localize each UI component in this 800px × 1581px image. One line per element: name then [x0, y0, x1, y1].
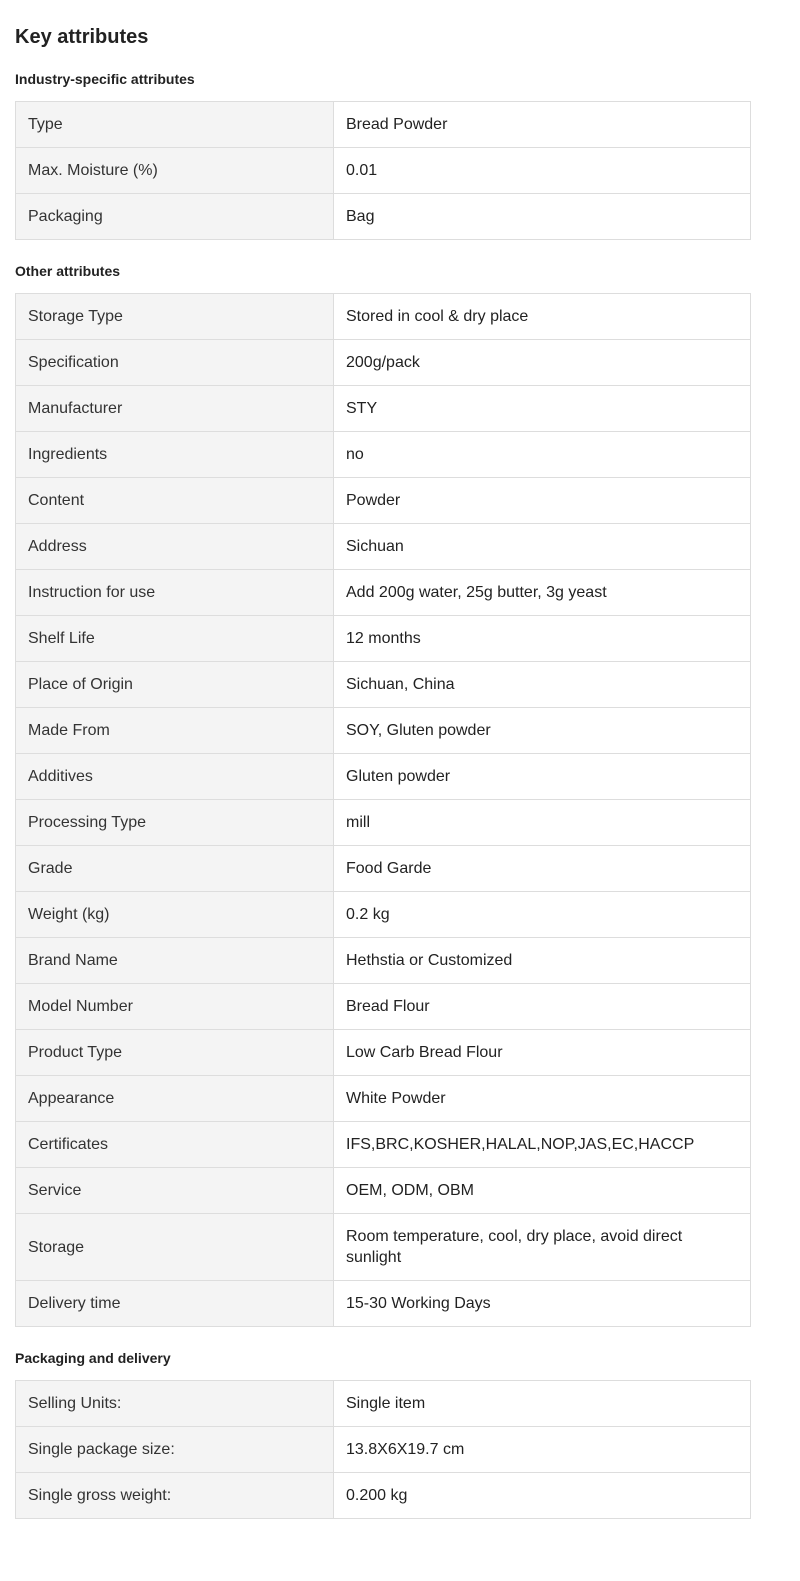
attribute-value: IFS,BRC,KOSHER,HALAL,NOP,JAS,EC,HACCP — [334, 1122, 751, 1168]
attribute-value: Low Carb Bread Flour — [334, 1030, 751, 1076]
attribute-label: Brand Name — [16, 938, 334, 984]
attribute-row — [16, 294, 751, 340]
attribute-row — [16, 102, 751, 148]
section-title-other: Other attributes — [15, 263, 121, 279]
attribute-value: 0.01 — [334, 148, 751, 194]
attribute-value: SOY, Gluten powder — [334, 708, 751, 754]
attribute-label: Weight (kg) — [16, 892, 334, 938]
attribute-row — [16, 478, 751, 524]
attribute-label: Address — [16, 524, 334, 570]
attribute-label: Appearance — [16, 1076, 334, 1122]
page-title: Key attributes — [15, 26, 149, 48]
attribute-value: Gluten powder — [334, 754, 751, 800]
attribute-row — [16, 148, 751, 194]
attribute-row — [16, 1427, 751, 1473]
attribute-label: Product Type — [16, 1030, 334, 1076]
attribute-label: Single package size: — [16, 1427, 334, 1473]
attribute-row — [16, 800, 751, 846]
attribute-label: Place of Origin — [16, 662, 334, 708]
attribute-label: Max. Moisture (%) — [16, 148, 334, 194]
attribute-row — [16, 1214, 751, 1281]
attribute-label: Certificates — [16, 1122, 334, 1168]
attribute-row — [16, 892, 751, 938]
attribute-value: Single item — [334, 1381, 751, 1427]
attribute-label: Model Number — [16, 984, 334, 1030]
other-attributes-table — [15, 293, 751, 1327]
attribute-value: 12 months — [334, 616, 751, 662]
attribute-value: 13.8X6X19.7 cm — [334, 1427, 751, 1473]
attribute-label: Packaging — [16, 194, 334, 240]
industry-attributes-table — [15, 101, 751, 240]
attribute-label: Specification — [16, 340, 334, 386]
attribute-value: White Powder — [334, 1076, 751, 1122]
attribute-row — [16, 1122, 751, 1168]
attribute-value: 15-30 Working Days — [334, 1281, 751, 1327]
attribute-row — [16, 662, 751, 708]
attribute-value: Add 200g water, 25g butter, 3g yeast — [334, 570, 751, 616]
attribute-label: Service — [16, 1168, 334, 1214]
attribute-value: Powder — [334, 478, 751, 524]
attribute-row — [16, 846, 751, 892]
attribute-value: 200g/pack — [334, 340, 751, 386]
attribute-value: Sichuan — [334, 524, 751, 570]
attribute-row — [16, 432, 751, 478]
attribute-value: Hethstia or Customized — [334, 938, 751, 984]
attribute-value: no — [334, 432, 751, 478]
attribute-label: Manufacturer — [16, 386, 334, 432]
section-title-packaging-delivery: Packaging and delivery — [15, 1350, 171, 1366]
attribute-value: Room temperature, cool, dry place, avoid direct sunlight — [334, 1214, 751, 1281]
attribute-value: 0.200 kg — [334, 1473, 751, 1519]
attribute-value: Bread Powder — [334, 102, 751, 148]
attribute-value: OEM, ODM, OBM — [334, 1168, 751, 1214]
attribute-label: Grade — [16, 846, 334, 892]
attribute-label: Content — [16, 478, 334, 524]
attribute-row — [16, 754, 751, 800]
attribute-label: Made From — [16, 708, 334, 754]
attribute-row — [16, 524, 751, 570]
attribute-label: Storage — [16, 1214, 334, 1281]
attribute-row — [16, 1076, 751, 1122]
attribute-row — [16, 984, 751, 1030]
attribute-row — [16, 1381, 751, 1427]
packaging-delivery-table — [15, 1380, 751, 1519]
attribute-label: Instruction for use — [16, 570, 334, 616]
attribute-row — [16, 1030, 751, 1076]
attribute-label: Selling Units: — [16, 1381, 334, 1427]
attribute-value: Stored in cool & dry place — [334, 294, 751, 340]
attribute-value: 0.2 kg — [334, 892, 751, 938]
attribute-value: Bread Flour — [334, 984, 751, 1030]
attribute-row — [16, 386, 751, 432]
attribute-value: Bag — [334, 194, 751, 240]
attribute-row — [16, 708, 751, 754]
attribute-row — [16, 570, 751, 616]
attribute-label: Additives — [16, 754, 334, 800]
attribute-row — [16, 194, 751, 240]
section-title-industry-specific: Industry-specific attributes — [15, 71, 195, 87]
attribute-row — [16, 1168, 751, 1214]
attribute-label: Shelf Life — [16, 616, 334, 662]
attribute-row — [16, 1281, 751, 1327]
attribute-row — [16, 938, 751, 984]
attribute-row — [16, 616, 751, 662]
attribute-label: Processing Type — [16, 800, 334, 846]
attribute-label: Ingredients — [16, 432, 334, 478]
attribute-label: Storage Type — [16, 294, 334, 340]
attribute-value: Sichuan, China — [334, 662, 751, 708]
attribute-label: Type — [16, 102, 334, 148]
attribute-value: STY — [334, 386, 751, 432]
attribute-row — [16, 340, 751, 386]
attribute-value: mill — [334, 800, 751, 846]
attribute-row — [16, 1473, 751, 1519]
attribute-value: Food Garde — [334, 846, 751, 892]
attribute-label: Delivery time — [16, 1281, 334, 1327]
attribute-label: Single gross weight: — [16, 1473, 334, 1519]
